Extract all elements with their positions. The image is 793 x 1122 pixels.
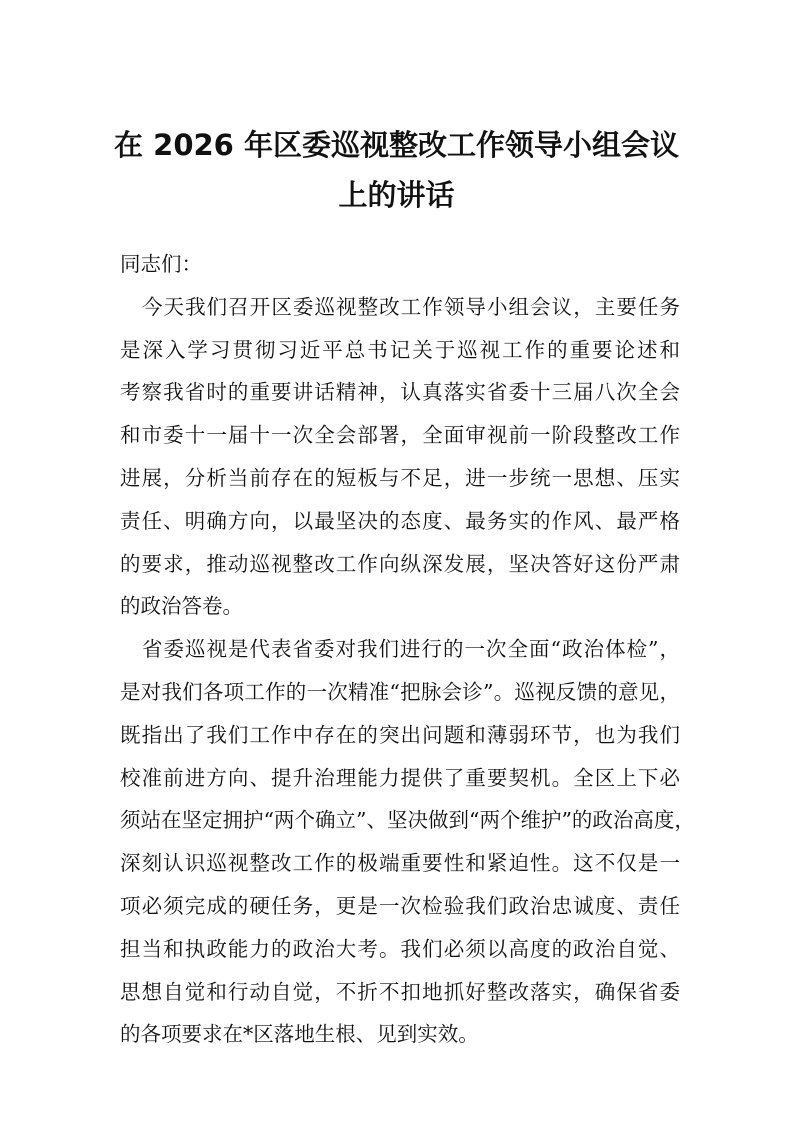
text-line: 省委巡视是代表省委对我们进行的一次全面“政治体检”，	[142, 637, 680, 662]
text-line: 项必须完成的硬任务，更是一次检验我们政治忠诚度、责任	[120, 893, 680, 918]
text-line: 的要求，推动巡视整改工作向纵深发展，坚决答好这份严肃	[120, 551, 680, 576]
text-line: 是对我们各项工作的一次精准“把脉会诊”。巡视反馈的意见，	[120, 679, 680, 704]
text-line: 是深入学习贯彻习近平总书记关于巡视工作的重要论述和	[120, 337, 680, 362]
title-line-1: 在 2026 年区委巡视整改工作领导小组会议	[114, 128, 679, 162]
text-line: 思想自觉和行动自觉，不折不扣地抓好整改落实，确保省委	[120, 979, 680, 1004]
text-line: 既指出了我们工作中存在的突出问题和薄弱环节，也为我们	[120, 722, 680, 747]
text-line: 责任、明确方向，以最坚决的态度、最务实的作风、最严格	[120, 508, 680, 533]
text-line: 的各项要求在*区落地生根、见到实效。	[120, 1022, 479, 1047]
text-line: 校准前进方向、提升治理能力提供了重要契机。全区上下必	[120, 765, 680, 790]
text-line: 今天我们召开区委巡视整改工作领导小组会议，主要任务	[142, 294, 680, 319]
paragraph	[120, 628, 695, 1056]
text-line: 进展，分析当前存在的短板与不足，进一步统一思想、压实	[120, 465, 680, 490]
paragraph	[120, 286, 680, 628]
text-line: 须站在坚定拥护“两个确立”、坚决做到“两个维护”的政治高度，	[120, 808, 695, 833]
title-line-2: 上的讲话	[338, 178, 455, 212]
text-line: 深刻认识巡视整改工作的极端重要性和紧迫性。这不仅是一	[120, 851, 680, 876]
text-line: 考察我省时的重要讲话精神，认真落实省委十三届八次全会	[120, 380, 680, 405]
text-line: 的政治答卷。	[120, 594, 243, 619]
text-line: 和市委十一届十一次全会部署，全面审视前一阶段整改工作	[120, 423, 680, 448]
document-title	[100, 120, 693, 220]
salutation: 同志们：	[120, 252, 202, 276]
text-line: 担当和执政能力的政治大考。我们必须以高度的政治自觉、	[120, 936, 680, 961]
document-body	[120, 243, 695, 1056]
